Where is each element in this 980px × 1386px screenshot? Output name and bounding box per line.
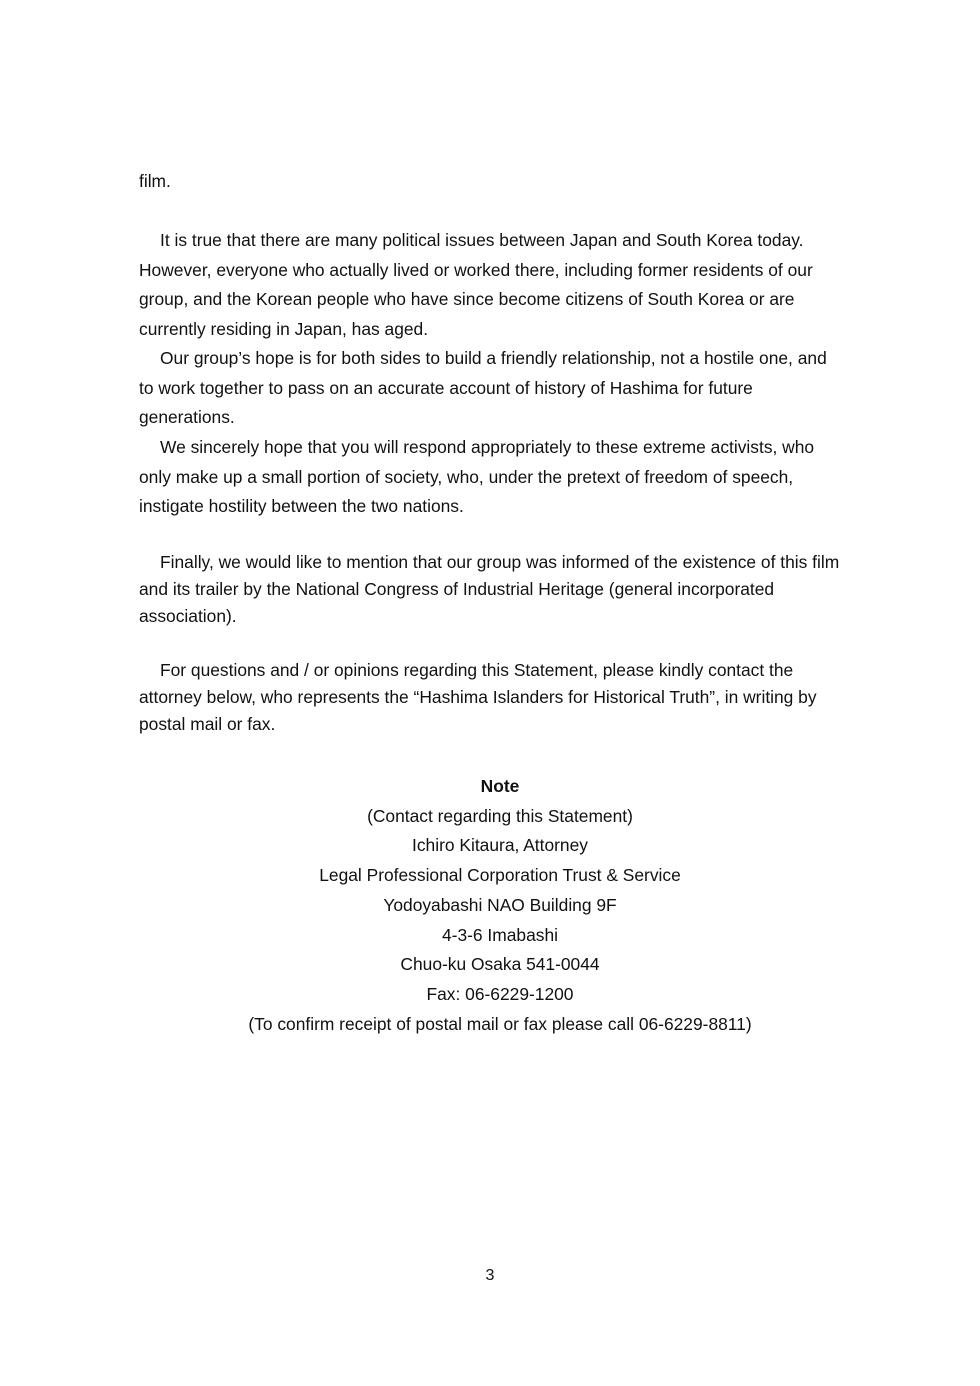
note-line-building: Yodoyabashi NAO Building 9F — [383, 894, 617, 915]
note-line-corporation: Legal Professional Corporation Trust & Service — [319, 865, 681, 886]
note-line-heading: (Contact regarding this Statement) — [367, 805, 633, 826]
note-title: Note — [480, 776, 520, 796]
note-line-confirm: (To confirm receipt of postal mail or fax please call 06-6229-8811) — [248, 1013, 752, 1034]
paragraph-continuation: film. — [139, 171, 171, 191]
paragraph-group-hope: Our group’s hope is for both sides to build a friendly relationship, not a hostile one, and to work together to pass on an accurate account of history of Hashima for future generations. — [139, 348, 827, 428]
paragraph-political-issues: It is true that there are many political issues between Japan and South Korea today. However, everyone who actually lived or worked there, including former residents of our group, and the Korean people who have since become citizens of South Korea or are currently residing in Japan, has aged. — [139, 230, 813, 339]
note-line-city: Chuo-ku Osaka 541-0044 — [400, 954, 600, 975]
paragraph-finally: Finally, we would like to mention that our group was informed of the existence of this film and its trailer by the National Congress of Industrial Heritage (general incorporated association). — [139, 552, 840, 626]
page-number: 3 — [485, 1267, 495, 1284]
paragraph-sincere-hope: We sincerely hope that you will respond appropriately to these extreme activists, who only make up a small portion of society, who, under the pretext of freedom of speech, instigate hostility between the two nations. — [139, 437, 815, 517]
contact-note — [139, 772, 861, 1039]
note-line-fax: Fax: 06-6229-1200 — [426, 983, 574, 1004]
paragraph-contact-request: For questions and / or opinions regarding this Statement, please kindly contact the attorney below, who represents the “Hashima Islanders for Historical Truth”, in writing by postal mail or fax. — [139, 660, 817, 734]
note-line-street: 4-3-6 Imabashi — [442, 924, 558, 945]
note-line-attorney: Ichiro Kitaura, Attorney — [412, 835, 588, 856]
